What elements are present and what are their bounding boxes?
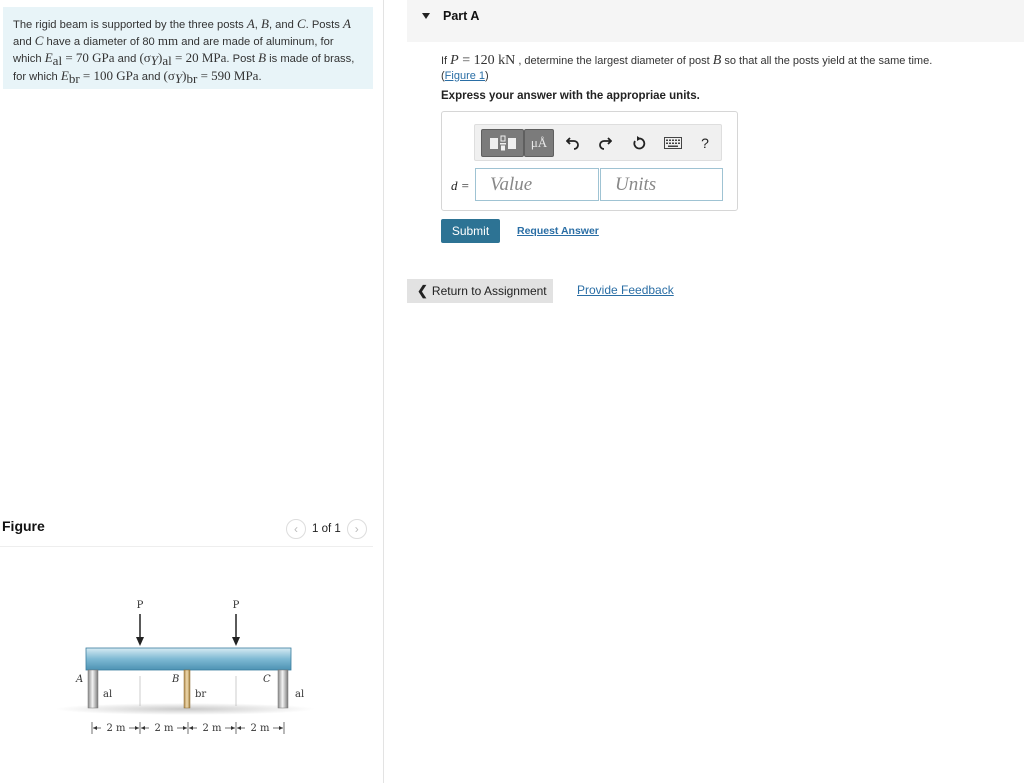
- post-b-label: B: [172, 674, 180, 685]
- paren: ): [182, 68, 187, 84]
- math-toolbar: [474, 124, 722, 161]
- page-indicator: 1 of 1: [312, 523, 341, 535]
- problem-text: The rigid beam is supported by the three posts: [13, 19, 247, 31]
- question-text: [441, 53, 932, 84]
- triangle-down-icon[interactable]: [422, 13, 430, 19]
- problem-text: is made of brass, for which: [13, 53, 355, 84]
- fraction-template-icon[interactable]: [481, 129, 524, 157]
- subscript-br: br: [68, 71, 80, 87]
- sy-al-value: = 20 MPa: [171, 50, 227, 65]
- problem-text: and: [13, 36, 35, 48]
- spacing-label: 2 m: [106, 723, 126, 734]
- unit-mm: mm: [157, 33, 179, 48]
- problem-text: . Post: [226, 53, 259, 65]
- problem-text: , and: [268, 19, 297, 31]
- problem-text: and are made of aluminum, for which: [13, 36, 334, 65]
- chevron-left-icon: ❮: [417, 283, 428, 298]
- post-a-symbol: A: [342, 16, 351, 31]
- chevron-left-icon[interactable]: ‹: [286, 519, 306, 539]
- paren: ): [485, 70, 489, 82]
- post-a: [88, 670, 98, 708]
- redo-icon[interactable]: [593, 129, 617, 157]
- question-part: If: [441, 55, 451, 67]
- e-br-value: = 100 GPa: [79, 68, 139, 84]
- paren: ): [158, 50, 163, 65]
- question-part: , determine the largest diameter of post: [515, 55, 713, 67]
- e-al-value: = 70 GPa: [62, 50, 115, 65]
- post-b: [184, 670, 190, 708]
- load-label: P: [136, 600, 144, 611]
- answer-label: [451, 178, 470, 194]
- post-b-symbol: B: [712, 53, 722, 68]
- sigma-symbol: (σ: [139, 50, 151, 65]
- unit-kn: kN: [498, 53, 516, 68]
- post-c-symbol: C: [296, 16, 306, 31]
- paren: (: [441, 70, 445, 82]
- subscript-br: br: [186, 71, 198, 87]
- answer-box: [441, 111, 738, 211]
- material-al-label: al: [295, 689, 305, 700]
- problem-text: . Posts: [305, 19, 343, 31]
- load-symbol: P: [450, 53, 459, 68]
- subscript-al: al: [162, 53, 172, 69]
- problem-statement: [3, 7, 373, 89]
- sy-br-value: = 590 MPa: [197, 68, 259, 84]
- part-title: Part A: [443, 9, 480, 23]
- part-header[interactable]: [407, 0, 1024, 42]
- subscript-al: al: [52, 53, 63, 69]
- post-b-symbol: B: [258, 50, 267, 65]
- subscript-y: Y: [150, 53, 159, 69]
- subscript-y: Y: [174, 71, 183, 87]
- undo-icon[interactable]: [561, 129, 585, 157]
- spacing-label: 2 m: [154, 723, 174, 734]
- return-label: Return to Assignment: [431, 284, 547, 298]
- units-input[interactable]: Units: [600, 168, 723, 201]
- modulus-symbol: E: [44, 50, 53, 65]
- question-part: so that all the posts yield at the same time.: [721, 55, 933, 67]
- spacing-label: 2 m: [202, 723, 222, 734]
- post-a-symbol: A: [246, 16, 255, 31]
- keyboard-icon[interactable]: [661, 129, 685, 157]
- provide-feedback-link[interactable]: Provide Feedback: [577, 283, 674, 297]
- problem-text: and: [114, 53, 140, 65]
- modulus-symbol: E: [60, 68, 69, 84]
- answer-label-text: d =: [451, 178, 470, 193]
- units-button[interactable]: μÅ: [524, 129, 554, 157]
- load-label: P: [232, 600, 240, 611]
- problem-text: ,: [254, 19, 261, 31]
- spacing-label: 2 m: [250, 723, 270, 734]
- figure-pager: [286, 519, 367, 539]
- problem-text: have a diameter of 80: [43, 36, 158, 48]
- help-button[interactable]: ?: [701, 135, 709, 151]
- chevron-right-icon[interactable]: ›: [347, 519, 367, 539]
- post-b-symbol: B: [261, 16, 269, 31]
- submit-button[interactable]: Submit: [441, 219, 500, 243]
- answer-instruction: Express your answer with the appropriae units.: [441, 90, 700, 102]
- request-answer-link[interactable]: Request Answer: [517, 225, 599, 237]
- material-br-label: br: [195, 689, 207, 700]
- value-input[interactable]: Value: [475, 168, 599, 201]
- load-arrowhead: [136, 637, 144, 646]
- problem-text: and: [138, 71, 164, 84]
- left-panel: [0, 0, 384, 783]
- figure-title: Figure: [2, 518, 45, 534]
- sigma-symbol: (σ: [163, 68, 175, 84]
- problem-text: .: [258, 71, 262, 84]
- material-al-label: al: [103, 689, 113, 700]
- load-arrowhead: [232, 637, 240, 646]
- post-c-symbol: C: [34, 33, 44, 48]
- load-value: = 120: [458, 53, 499, 68]
- post-c: [278, 670, 288, 708]
- figure-header: [0, 513, 373, 547]
- figure-link[interactable]: Figure 1: [444, 70, 486, 82]
- return-to-assignment-button[interactable]: [407, 279, 553, 303]
- beam-figure: [55, 590, 325, 750]
- reset-icon[interactable]: [627, 129, 651, 157]
- rigid-beam: [86, 648, 291, 670]
- post-a-label: A: [76, 674, 84, 685]
- post-c-label: C: [263, 674, 271, 685]
